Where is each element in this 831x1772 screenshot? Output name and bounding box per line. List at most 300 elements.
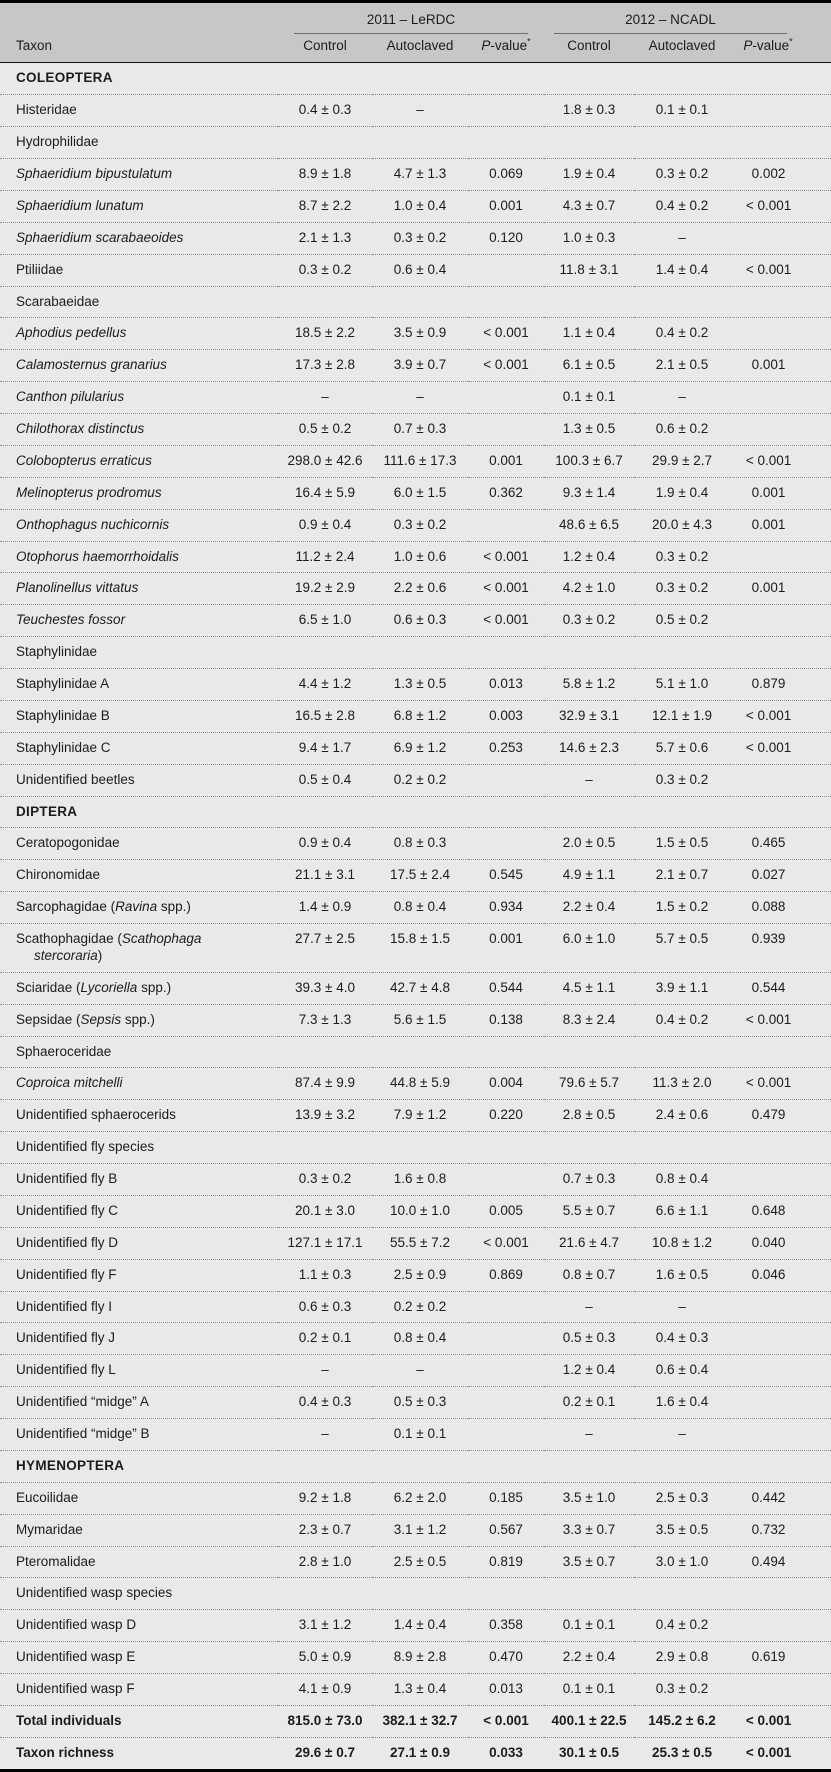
mean-se-cell: 6.8 ± 1.2 <box>372 700 468 732</box>
mean-se-cell: – <box>372 1355 468 1387</box>
mean-se-cell: 10.0 ± 1.0 <box>372 1195 468 1227</box>
taxon-cell <box>0 414 278 446</box>
control-2012-column-header: Control <box>544 34 634 63</box>
mean-se-cell: 5.5 ± 0.7 <box>544 1195 634 1227</box>
p-value-cell: < 0.001 <box>730 1737 831 1770</box>
taxon-name: Histeridae <box>16 102 77 118</box>
taxon-name: Unidentified beetles <box>16 771 135 787</box>
mean-se-cell: 20.0 ± 4.3 <box>634 509 730 541</box>
p-value-cell: 0.069 <box>468 159 544 191</box>
taxon-cell <box>0 573 278 605</box>
mean-se-cell: 0.9 ± 0.4 <box>278 828 372 860</box>
mean-se-cell: 1.4 ± 0.9 <box>278 892 372 924</box>
p-value-cell: 0.545 <box>468 860 544 892</box>
data-row <box>0 1546 831 1578</box>
taxon-name: Unidentified wasp F <box>16 1681 135 1696</box>
p-value-cell <box>730 1323 831 1355</box>
mean-se-cell: – <box>544 764 634 796</box>
taxon-name: Canthon pilularius <box>16 389 125 405</box>
mean-se-cell: 2.2 ± 0.4 <box>544 1642 634 1674</box>
taxon-cell <box>0 509 278 541</box>
taxon-cell <box>0 1100 278 1132</box>
taxon-name: DIPTERA <box>16 803 78 819</box>
p-value-cell: 0.253 <box>468 732 544 764</box>
taxon-name: Unidentified wasp species <box>16 1585 173 1601</box>
taxon-name: Staphylinidae A <box>16 676 110 691</box>
mean-se-cell: 0.2 ± 0.2 <box>372 764 468 796</box>
mean-se-cell: 145.2 ± 6.2 <box>634 1705 730 1737</box>
taxon-cell <box>0 445 278 477</box>
mean-se-cell: 0.6 ± 0.4 <box>372 254 468 286</box>
data-row <box>0 764 831 796</box>
mean-se-cell: 0.6 ± 0.3 <box>372 605 468 637</box>
taxon-name: Chilothorax distinctus <box>16 421 145 436</box>
mean-se-cell: 1.2 ± 0.4 <box>544 541 634 573</box>
mean-se-cell: 48.6 ± 6.5 <box>544 509 634 541</box>
mean-se-cell: 1.4 ± 0.4 <box>372 1610 468 1642</box>
mean-se-cell: 3.9 ± 1.1 <box>634 972 730 1004</box>
data-row <box>0 828 831 860</box>
taxon-cell <box>0 1610 278 1642</box>
mean-se-cell: 6.0 ± 1.0 <box>544 924 634 973</box>
mean-se-cell: 8.9 ± 2.8 <box>372 1642 468 1674</box>
summary-row <box>0 1737 831 1770</box>
p-value-cell <box>468 1323 544 1355</box>
mean-se-cell: 9.4 ± 1.7 <box>278 732 372 764</box>
mean-se-cell: 15.8 ± 1.5 <box>372 924 468 973</box>
mean-se-cell: 2.1 ± 0.5 <box>634 350 730 382</box>
p-value-cell <box>730 318 831 350</box>
data-row <box>0 95 831 127</box>
p-value-cell <box>468 1291 544 1323</box>
mean-se-cell: – <box>544 1419 634 1451</box>
data-row <box>0 350 831 382</box>
taxon-name: Unidentified “midge” A <box>16 1394 149 1410</box>
mean-se-cell: 0.4 ± 0.3 <box>278 95 372 127</box>
mean-se-cell: 13.9 ± 3.2 <box>278 1100 372 1132</box>
data-row <box>0 1419 831 1451</box>
mean-se-cell: 0.1 ± 0.1 <box>634 95 730 127</box>
taxon-name: Sphaeridium scarabaeoides <box>16 229 184 245</box>
taxon-cell <box>0 350 278 382</box>
mean-se-cell: 27.1 ± 0.9 <box>372 1737 468 1770</box>
group-2011-label: 2011 – LeRDC <box>294 12 528 34</box>
p-value-cell: < 0.001 <box>468 350 544 382</box>
taxon-name: Unidentified fly F <box>16 1266 117 1282</box>
mean-se-cell: 42.7 ± 4.8 <box>372 972 468 1004</box>
mean-se-cell: 2.3 ± 0.7 <box>278 1514 372 1546</box>
p-value-cell <box>730 1355 831 1387</box>
taxon-cell <box>0 637 831 669</box>
mean-se-cell: 298.0 ± 42.6 <box>278 445 372 477</box>
data-row <box>0 1004 831 1036</box>
taxon-cell <box>0 1737 278 1770</box>
mean-se-cell: 1.5 ± 0.5 <box>634 828 730 860</box>
pvalue-rest: -value <box>752 38 790 54</box>
mean-se-cell: 2.5 ± 0.5 <box>372 1546 468 1578</box>
data-row <box>0 1227 831 1259</box>
mean-se-cell: 0.6 ± 0.2 <box>634 414 730 446</box>
mean-se-cell: 1.6 ± 0.4 <box>634 1387 730 1419</box>
empty-header-cell <box>0 2 278 35</box>
taxon-cell <box>0 764 278 796</box>
p-value-cell <box>468 509 544 541</box>
mean-se-cell: 5.0 ± 0.9 <box>278 1642 372 1674</box>
p-value-cell: < 0.001 <box>730 190 831 222</box>
mean-se-cell: 3.0 ± 1.0 <box>634 1546 730 1578</box>
taxon-cell <box>0 477 278 509</box>
p-value-cell <box>468 764 544 796</box>
mean-se-cell: 0.6 ± 0.3 <box>278 1291 372 1323</box>
taxon-name: Coproica mitchelli <box>16 1075 123 1091</box>
mean-se-cell: 39.3 ± 4.0 <box>278 972 372 1004</box>
family-subheader-row <box>0 1578 831 1610</box>
mean-se-cell: 0.2 ± 0.1 <box>544 1387 634 1419</box>
data-row <box>0 573 831 605</box>
mean-se-cell: 29.6 ± 0.7 <box>278 1737 372 1770</box>
taxon-name: Staphylinidae <box>16 644 98 660</box>
mean-se-cell: 0.1 ± 0.1 <box>372 1419 468 1451</box>
taxon-cell <box>0 95 278 127</box>
mean-se-cell: 3.5 ± 0.9 <box>372 318 468 350</box>
mean-se-cell: 0.3 ± 0.2 <box>634 541 730 573</box>
taxon-name: Planolinellus vittatus <box>16 580 139 596</box>
taxon-cell <box>0 1450 831 1482</box>
data-row <box>0 1642 831 1674</box>
mean-se-cell: 2.5 ± 0.3 <box>634 1482 730 1514</box>
data-row <box>0 1164 831 1196</box>
taxon-cell <box>0 382 278 414</box>
mean-se-cell: 10.8 ± 1.2 <box>634 1227 730 1259</box>
mean-se-cell: 0.3 ± 0.2 <box>634 1674 730 1706</box>
p-value-cell: 0.120 <box>468 222 544 254</box>
taxon-cell <box>0 1259 278 1291</box>
p-value-cell: 0.001 <box>730 509 831 541</box>
p-value-cell: < 0.001 <box>730 1705 831 1737</box>
pvalue-asterisk: * <box>527 36 531 47</box>
taxon-cell <box>0 1578 831 1610</box>
taxon-name: Unidentified “midge” B <box>16 1426 150 1441</box>
p-value-cell: 0.619 <box>730 1642 831 1674</box>
taxon-cell <box>0 190 278 222</box>
mean-se-cell: – <box>372 382 468 414</box>
pvalue-2011-column-header <box>468 34 544 63</box>
mean-se-cell: 2.2 ± 0.6 <box>372 573 468 605</box>
taxon-cell <box>0 828 278 860</box>
mean-se-cell: 32.9 ± 3.1 <box>544 700 634 732</box>
family-subheader-row <box>0 127 831 159</box>
taxon-cell <box>0 700 278 732</box>
p-value-cell: 0.033 <box>468 1737 544 1770</box>
mean-se-cell: 1.0 ± 0.6 <box>372 541 468 573</box>
data-row <box>0 1514 831 1546</box>
p-value-cell <box>468 254 544 286</box>
mean-se-cell: 1.9 ± 0.4 <box>544 159 634 191</box>
taxon-cell <box>0 1004 278 1036</box>
p-value-cell: 0.005 <box>468 1195 544 1227</box>
mean-se-cell: 0.6 ± 0.4 <box>634 1355 730 1387</box>
p-value-cell: 0.001 <box>468 924 544 973</box>
order-section-row <box>0 63 831 95</box>
taxon-cell <box>0 541 278 573</box>
mean-se-cell: 1.6 ± 0.8 <box>372 1164 468 1196</box>
mean-se-cell: 2.2 ± 0.4 <box>544 892 634 924</box>
taxon-name: Sphaeridium lunatum <box>16 197 144 213</box>
taxon-cell <box>0 1546 278 1578</box>
data-row <box>0 1259 831 1291</box>
data-row <box>0 445 831 477</box>
taxon-cell <box>0 1419 278 1451</box>
mean-se-cell: 6.5 ± 1.0 <box>278 605 372 637</box>
autoclaved-2012-column-header: Autoclaved <box>634 34 730 63</box>
mean-se-cell: 0.4 ± 0.2 <box>634 1004 730 1036</box>
p-value-cell: 0.002 <box>730 159 831 191</box>
data-row <box>0 190 831 222</box>
mean-se-cell: 1.1 ± 0.4 <box>544 318 634 350</box>
p-value-cell: 0.088 <box>730 892 831 924</box>
mean-se-cell: 6.0 ± 1.5 <box>372 477 468 509</box>
p-value-cell: 0.138 <box>468 1004 544 1036</box>
taxon-cell <box>0 924 278 973</box>
p-value-cell: < 0.001 <box>468 318 544 350</box>
p-value-cell <box>730 95 831 127</box>
mean-se-cell: 29.9 ± 2.7 <box>634 445 730 477</box>
taxon-name: Staphylinidae C <box>16 739 111 755</box>
taxon-name: Unidentified fly J <box>16 1330 116 1346</box>
pvalue-2012-column-header <box>730 34 831 63</box>
mean-se-cell: 0.3 ± 0.2 <box>278 1164 372 1196</box>
autoclaved-2011-column-header: Autoclaved <box>372 34 468 63</box>
p-value-cell <box>468 828 544 860</box>
mean-se-cell: 400.1 ± 22.5 <box>544 1705 634 1737</box>
mean-se-cell: 0.5 ± 0.2 <box>634 605 730 637</box>
p-value-cell <box>730 764 831 796</box>
p-value-cell: < 0.001 <box>730 700 831 732</box>
mean-se-cell: 1.9 ± 0.4 <box>634 477 730 509</box>
taxon-name: Otophorus haemorrhoidalis <box>16 548 179 564</box>
mean-se-cell: 0.7 ± 0.3 <box>372 414 468 446</box>
p-value-cell: 0.001 <box>730 350 831 382</box>
mean-se-cell: 16.4 ± 5.9 <box>278 477 372 509</box>
taxon-name: Eucoilidae <box>16 1489 79 1505</box>
group-2012-label: 2012 – NCADL <box>554 12 787 34</box>
mean-se-cell: 5.1 ± 1.0 <box>634 669 730 701</box>
mean-se-cell: 8.3 ± 2.4 <box>544 1004 634 1036</box>
mean-se-cell: 17.3 ± 2.8 <box>278 350 372 382</box>
mean-se-cell: 9.2 ± 1.8 <box>278 1482 372 1514</box>
mean-se-cell: 2.9 ± 0.8 <box>634 1642 730 1674</box>
mean-se-cell: 5.7 ± 0.5 <box>634 924 730 973</box>
data-row <box>0 860 831 892</box>
mean-se-cell: 0.3 ± 0.2 <box>634 573 730 605</box>
table-header <box>0 2 831 63</box>
mean-se-cell: 127.1 ± 17.1 <box>278 1227 372 1259</box>
pvalue-asterisk: * <box>789 36 793 47</box>
mean-se-cell: 4.3 ± 0.7 <box>544 190 634 222</box>
taxon-cell <box>0 605 278 637</box>
data-row <box>0 541 831 573</box>
p-value-cell <box>730 605 831 637</box>
taxon-cell <box>0 1068 278 1100</box>
mean-se-cell: 2.1 ± 0.7 <box>634 860 730 892</box>
mean-se-cell: 0.8 ± 0.3 <box>372 828 468 860</box>
pvalue-rest: -value <box>490 38 528 54</box>
data-row <box>0 414 831 446</box>
mean-se-cell: 1.8 ± 0.3 <box>544 95 634 127</box>
taxon-cell <box>0 1132 831 1164</box>
p-value-cell <box>468 414 544 446</box>
year-site-header-row <box>0 2 831 35</box>
taxon-name: Unidentified fly species <box>16 1139 155 1155</box>
data-row <box>0 732 831 764</box>
mean-se-cell: 0.2 ± 0.2 <box>372 1291 468 1323</box>
taxon-cell <box>0 1482 278 1514</box>
taxon-name: Onthophagus nuchicornis <box>16 516 170 532</box>
mean-se-cell: 25.3 ± 0.5 <box>634 1737 730 1770</box>
mean-se-cell: 8.7 ± 2.2 <box>278 190 372 222</box>
mean-se-cell: 0.1 ± 0.1 <box>544 1610 634 1642</box>
taxon-cell <box>0 222 278 254</box>
taxon-cell <box>0 254 278 286</box>
mean-se-cell: – <box>278 382 372 414</box>
mean-se-cell: 0.1 ± 0.1 <box>544 382 634 414</box>
data-row <box>0 972 831 1004</box>
family-subheader-row <box>0 637 831 669</box>
taxon-cell <box>0 1674 278 1706</box>
data-row <box>0 509 831 541</box>
p-value-cell: < 0.001 <box>730 445 831 477</box>
mean-se-cell: 27.7 ± 2.5 <box>278 924 372 973</box>
taxon-name: Unidentified sphaerocerids <box>16 1107 176 1123</box>
data-row <box>0 382 831 414</box>
taxon-cell <box>0 892 278 924</box>
taxon-name: Teuchestes fossor <box>16 612 126 628</box>
taxon-name: Unidentified fly C <box>16 1202 119 1218</box>
mean-se-cell: 7.3 ± 1.3 <box>278 1004 372 1036</box>
p-value-cell: 0.040 <box>730 1227 831 1259</box>
mean-se-cell: – <box>372 95 468 127</box>
taxon-name: Hydrophilidae <box>16 134 99 150</box>
p-value-cell: 0.185 <box>468 1482 544 1514</box>
data-row <box>0 892 831 924</box>
mean-se-cell: 0.3 ± 0.2 <box>372 222 468 254</box>
mean-se-cell: 0.1 ± 0.1 <box>544 1674 634 1706</box>
p-value-cell: 0.001 <box>468 445 544 477</box>
mean-se-cell: 0.8 ± 0.4 <box>634 1164 730 1196</box>
taxon-name: Total individuals <box>16 1712 122 1728</box>
mean-se-cell: 4.1 ± 0.9 <box>278 1674 372 1706</box>
p-value-cell: 0.470 <box>468 1642 544 1674</box>
mean-se-cell: 0.4 ± 0.3 <box>278 1387 372 1419</box>
p-value-cell <box>730 1419 831 1451</box>
taxon-cell <box>0 63 831 95</box>
mean-se-cell: 0.5 ± 0.4 <box>278 764 372 796</box>
p-value-cell <box>468 1419 544 1451</box>
order-section-row <box>0 796 831 828</box>
taxon-cell <box>0 1195 278 1227</box>
mean-se-cell: 3.1 ± 1.2 <box>372 1514 468 1546</box>
mean-se-cell: 5.7 ± 0.6 <box>634 732 730 764</box>
taxon-cell <box>0 1227 278 1259</box>
taxon-cell <box>0 972 278 1004</box>
mean-se-cell: – <box>278 1419 372 1451</box>
p-value-cell: 0.358 <box>468 1610 544 1642</box>
data-row <box>0 1195 831 1227</box>
taxon-name: Sphaeroceridae <box>16 1043 112 1059</box>
p-value-cell: 0.001 <box>468 190 544 222</box>
p-value-cell <box>730 1291 831 1323</box>
mean-se-cell: 0.3 ± 0.2 <box>544 605 634 637</box>
taxon-name: Colobopterus erraticus <box>16 452 152 468</box>
taxon-cell <box>0 1355 278 1387</box>
mean-se-cell: 1.0 ± 0.4 <box>372 190 468 222</box>
mean-se-cell: 7.9 ± 1.2 <box>372 1100 468 1132</box>
taxon-cell <box>0 159 278 191</box>
p-value-cell: 0.027 <box>730 860 831 892</box>
mean-se-cell: 4.9 ± 1.1 <box>544 860 634 892</box>
mean-se-cell: 1.2 ± 0.4 <box>544 1355 634 1387</box>
mean-se-cell: 3.9 ± 0.7 <box>372 350 468 382</box>
mean-se-cell: 2.0 ± 0.5 <box>544 828 634 860</box>
mean-se-cell: – <box>634 1419 730 1451</box>
family-subheader-row <box>0 1132 831 1164</box>
mean-se-cell: 79.6 ± 5.7 <box>544 1068 634 1100</box>
mean-se-cell: 0.5 ± 0.3 <box>544 1323 634 1355</box>
mean-se-cell: 4.5 ± 1.1 <box>544 972 634 1004</box>
taxon-name: HYMENOPTERA <box>16 1457 125 1473</box>
mean-se-cell: 4.7 ± 1.3 <box>372 159 468 191</box>
p-value-cell: 0.869 <box>468 1259 544 1291</box>
mean-se-cell: 2.8 ± 1.0 <box>278 1546 372 1578</box>
control-2011-column-header: Control <box>278 34 372 63</box>
data-row <box>0 254 831 286</box>
taxon-cell <box>0 1164 278 1196</box>
mean-se-cell: 3.1 ± 1.2 <box>278 1610 372 1642</box>
mean-se-cell: 17.5 ± 2.4 <box>372 860 468 892</box>
p-value-cell: 0.934 <box>468 892 544 924</box>
mean-se-cell: 44.8 ± 5.9 <box>372 1068 468 1100</box>
taxon-cell <box>0 286 831 318</box>
mean-se-cell: 0.4 ± 0.2 <box>634 318 730 350</box>
family-subheader-row <box>0 286 831 318</box>
mean-se-cell: 1.4 ± 0.4 <box>634 254 730 286</box>
mean-se-cell: 0.2 ± 0.1 <box>278 1323 372 1355</box>
p-value-cell: 0.004 <box>468 1068 544 1100</box>
mean-se-cell: 3.3 ± 0.7 <box>544 1514 634 1546</box>
p-value-cell <box>730 222 831 254</box>
data-row <box>0 159 831 191</box>
p-value-cell: < 0.001 <box>468 573 544 605</box>
taxon-name: Unidentified fly D <box>16 1234 119 1250</box>
taxon-cell <box>0 1387 278 1419</box>
mean-se-cell: 55.5 ± 7.2 <box>372 1227 468 1259</box>
taxon-cell <box>0 1642 278 1674</box>
p-value-cell <box>730 1164 831 1196</box>
mean-se-cell: 21.1 ± 3.1 <box>278 860 372 892</box>
data-row <box>0 1482 831 1514</box>
mean-se-cell: – <box>544 1291 634 1323</box>
data-row <box>0 605 831 637</box>
table-body <box>0 63 831 1770</box>
taxon-cell <box>0 1705 278 1737</box>
p-value-cell <box>468 1355 544 1387</box>
p-value-cell: 0.819 <box>468 1546 544 1578</box>
mean-se-cell: 0.8 ± 0.7 <box>544 1259 634 1291</box>
mean-se-cell: 1.0 ± 0.3 <box>544 222 634 254</box>
mean-se-cell: 2.1 ± 1.3 <box>278 222 372 254</box>
taxon-name: COLEOPTERA <box>16 70 113 86</box>
taxon-cell <box>0 669 278 701</box>
